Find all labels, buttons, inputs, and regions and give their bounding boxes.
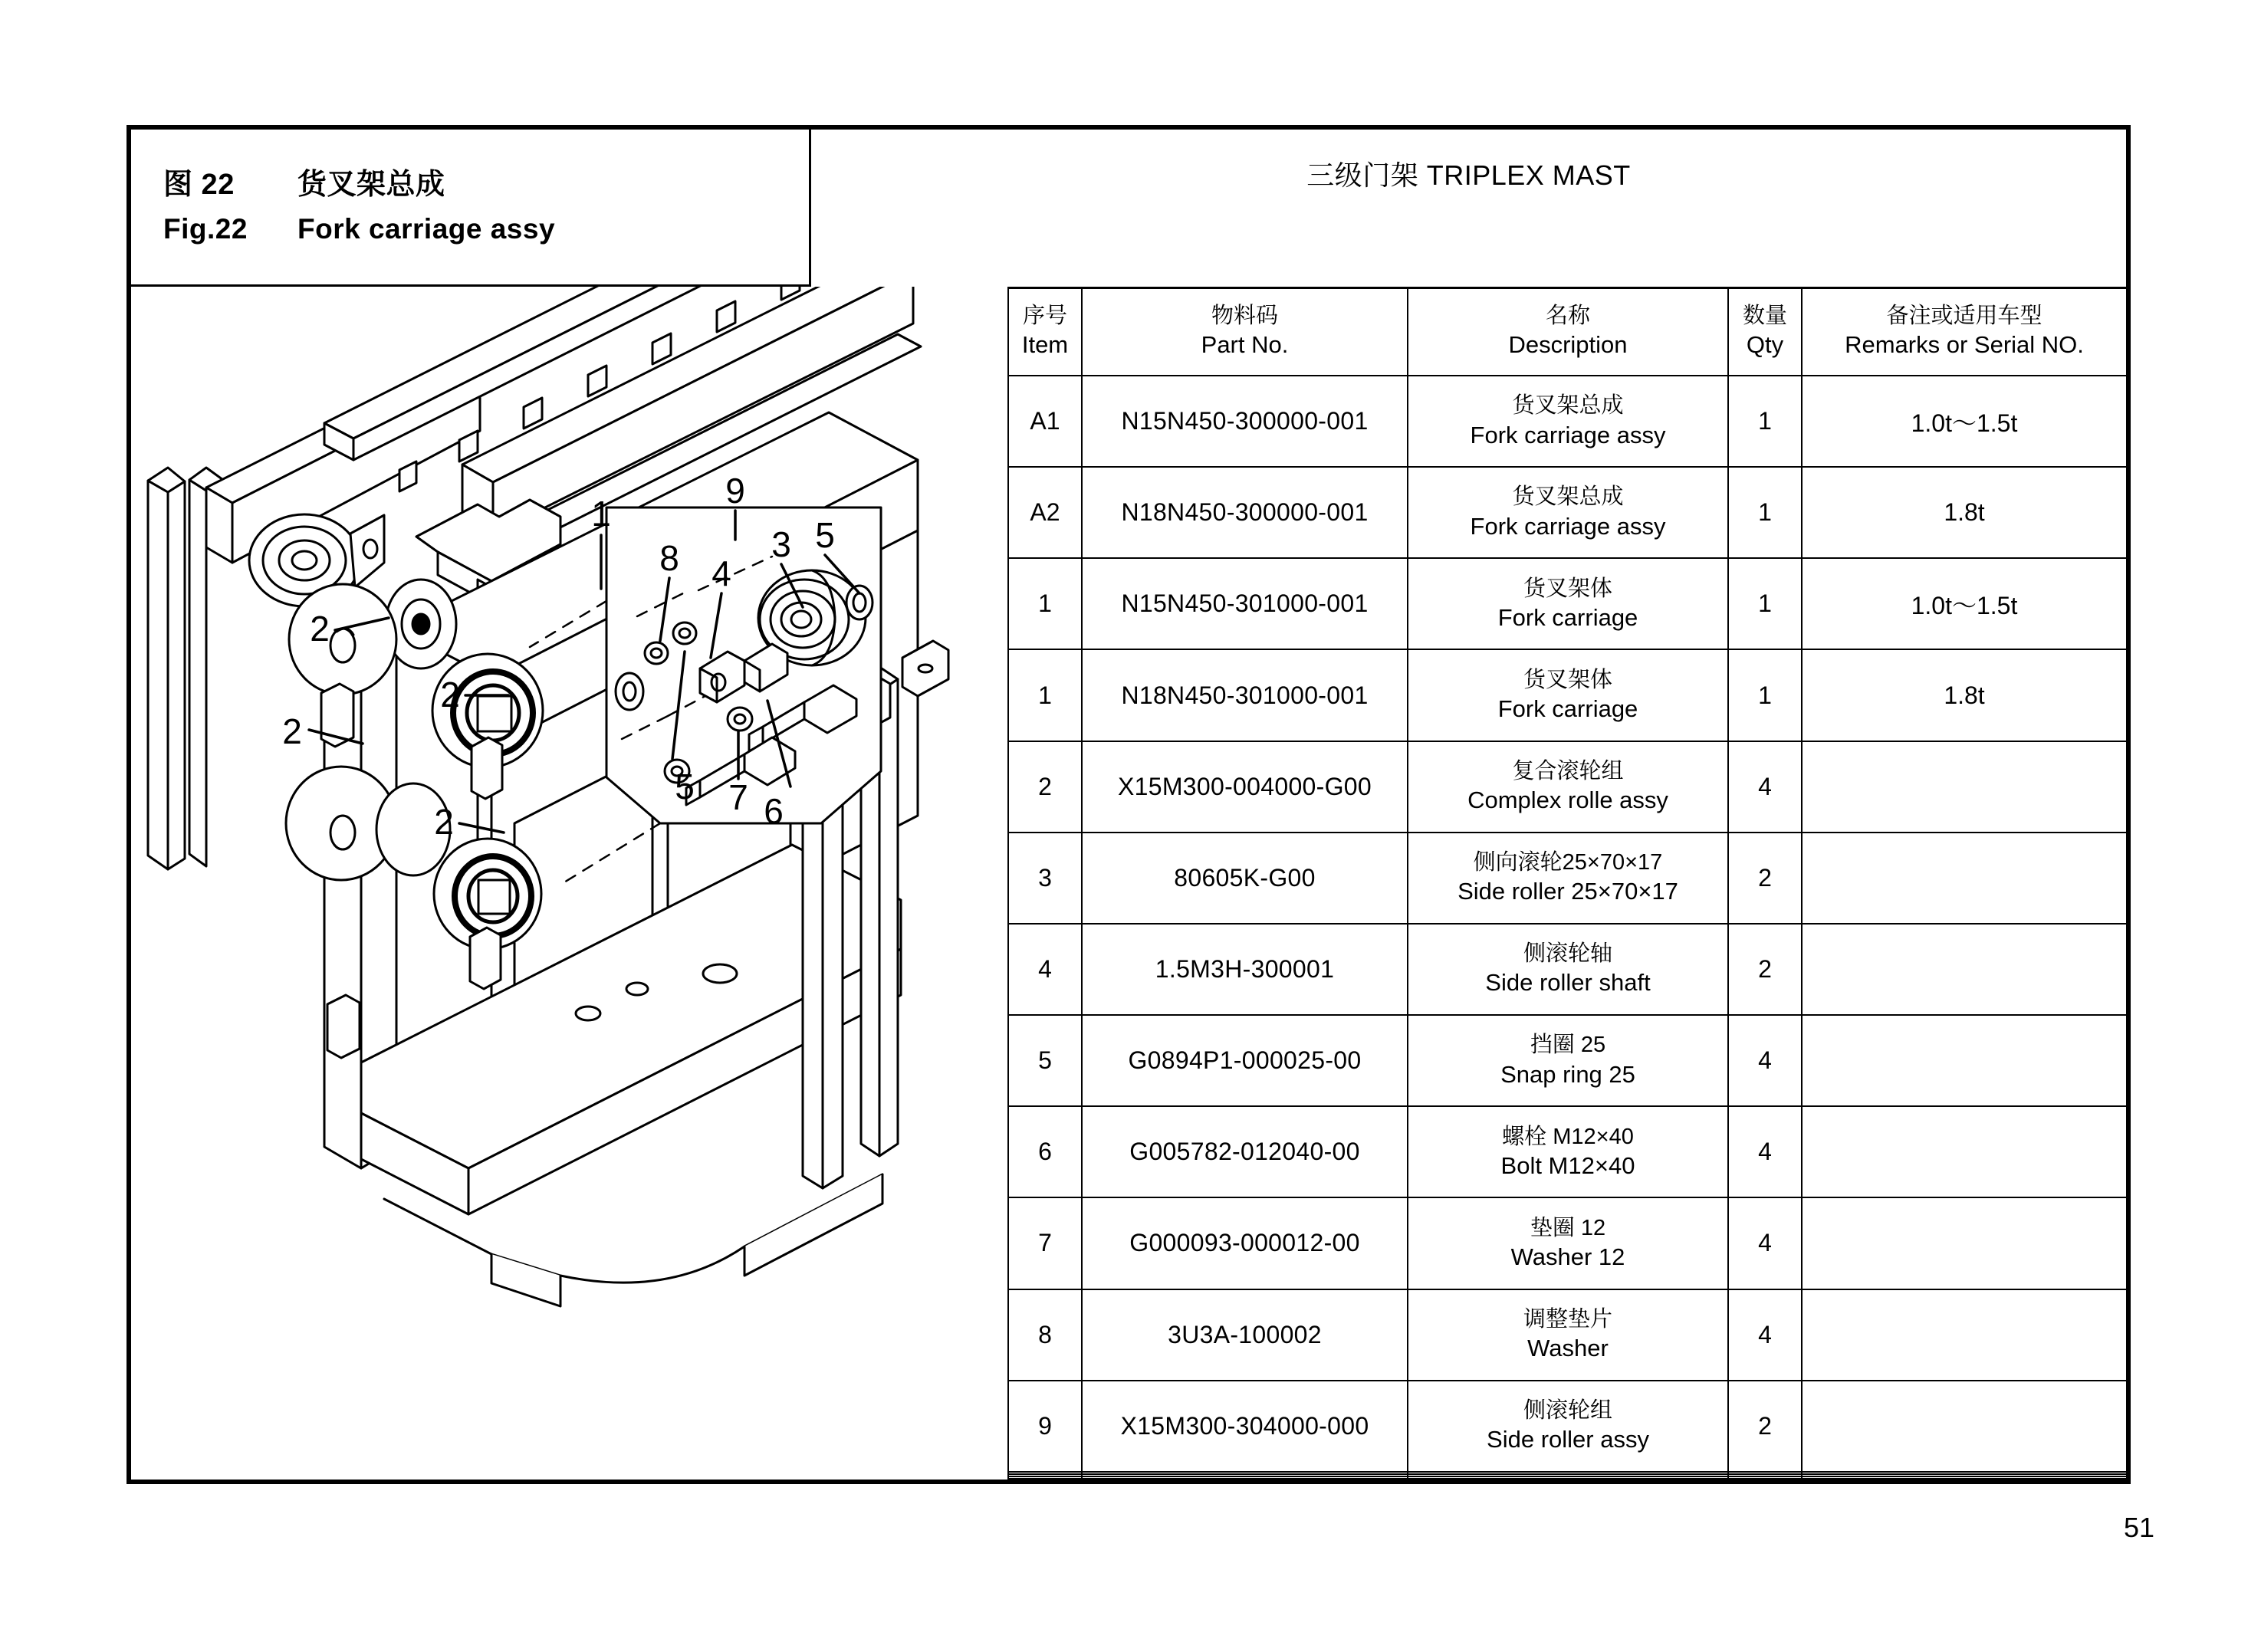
table-row	[1008, 1381, 2127, 1472]
cell-qty: 2	[1728, 924, 1802, 1015]
table-row	[1008, 1289, 2127, 1381]
col-header-item: 序号 Item	[1008, 288, 1082, 376]
cell-remarks	[1802, 1106, 2127, 1197]
col-header-part-no: 物料码 Part No.	[1082, 288, 1408, 376]
col-header-description: 名称 Description	[1408, 288, 1728, 376]
cell-part-no: N18N450-300000-001	[1082, 467, 1408, 558]
description-chinese: 侧滚轮组	[1523, 1398, 1612, 1424]
cell-qty: 4	[1728, 741, 1802, 833]
parts-table-container	[1007, 287, 2126, 1480]
table-row	[1008, 467, 2127, 558]
table-row	[1008, 833, 2127, 924]
cell-qty: 1	[1728, 376, 1802, 467]
callout-2-b: 2	[282, 711, 302, 751]
technical-drawing	[131, 287, 1007, 1480]
description-english: Washer 12	[1510, 1243, 1625, 1270]
col-header-remarks: 备注或适用车型 Remarks or Serial NO.	[1802, 288, 2127, 376]
cell-qty: 1	[1728, 467, 1802, 558]
mast-type-label: 三级门架 TRIPLEX MAST	[1306, 159, 1631, 191]
cell-part-no: N15N450-300000-001	[1082, 376, 1408, 467]
table-row	[1008, 558, 2127, 649]
description-english: Washer	[1527, 1335, 1609, 1362]
cell-qty: 4	[1728, 1197, 1802, 1289]
figure-number-english: Fig.22	[163, 213, 248, 245]
description-chinese: 螺栓 M12×40	[1502, 1124, 1634, 1149]
cell-item	[1008, 1476, 1082, 1479]
callout-6: 6	[764, 791, 784, 831]
description-english: Snap ring 25	[1500, 1060, 1635, 1088]
description-chinese: 垫圈 12	[1530, 1215, 1606, 1240]
cell-description	[1408, 649, 1728, 741]
cell-part-no: G0894P1-000025-00	[1082, 1015, 1408, 1106]
cell-description	[1408, 924, 1728, 1015]
cell-qty: 4	[1728, 1015, 1802, 1106]
cell-part-no: 80605K-G00	[1082, 833, 1408, 924]
cell-qty: 2	[1728, 1381, 1802, 1472]
description-english: Fork carriage	[1497, 695, 1638, 723]
table-row	[1008, 1015, 2127, 1106]
description-english: Side roller 25×70×17	[1457, 878, 1678, 905]
cell-remarks	[1802, 1476, 2127, 1479]
figure-title-chinese	[163, 160, 809, 202]
cell-description	[1408, 1197, 1728, 1289]
cell-description	[1408, 558, 1728, 649]
cell-qty: 4	[1728, 1289, 1802, 1381]
cell-part-no: X15M300-304000-000	[1082, 1381, 1408, 1472]
cell-remarks	[1802, 1015, 2127, 1106]
cell-remarks: 1.0t～1.5t	[1802, 376, 2127, 467]
description-chinese: 侧向滚轮25×70×17	[1473, 850, 1663, 875]
description-english: Side roller assy	[1487, 1426, 1649, 1453]
cell-description	[1408, 1106, 1728, 1197]
table-row	[1008, 1197, 2127, 1289]
figure-title-english	[163, 213, 809, 245]
table-row	[1008, 1106, 2127, 1197]
cell-qty: 1	[1728, 558, 1802, 649]
col-header-qty: 数量 Qty	[1728, 288, 1802, 376]
cell-item: 6	[1008, 1106, 1082, 1197]
cell-part-no: 1.5M3H-300001	[1082, 924, 1408, 1015]
cell-item: 4	[1008, 924, 1082, 1015]
callout-2-d: 2	[434, 802, 454, 842]
figure-name-chinese: 货叉架总成	[297, 169, 445, 201]
cell-item: 1	[1008, 558, 1082, 649]
description-chinese: 货叉架总成	[1512, 484, 1624, 510]
cell-item: 2	[1008, 741, 1082, 833]
description-english: Bolt M12×40	[1500, 1151, 1635, 1179]
description-chinese: 挡圈 25	[1530, 1033, 1606, 1058]
parts-table-body	[1008, 376, 2127, 1479]
parts-table-head	[1008, 288, 2127, 376]
cell-qty: 2	[1728, 833, 1802, 924]
callout-1: 1	[591, 494, 611, 534]
table-row	[1008, 649, 2127, 741]
mast-type-header	[811, 130, 2126, 218]
callout-7: 7	[728, 777, 748, 817]
cell-description	[1408, 833, 1728, 924]
description-chinese: 货叉架体	[1523, 576, 1612, 601]
cell-item: 1	[1008, 649, 1082, 741]
parts-table	[1007, 287, 2128, 1480]
cell-item: A2	[1008, 467, 1082, 558]
cell-remarks	[1802, 1381, 2127, 1472]
callout-8: 8	[659, 538, 679, 578]
cell-remarks	[1802, 924, 2127, 1015]
table-row	[1008, 376, 2127, 467]
cell-description	[1408, 1381, 1728, 1472]
cell-item: 3	[1008, 833, 1082, 924]
description-chinese: 货叉架总成	[1512, 393, 1624, 419]
cell-description	[1408, 1476, 1728, 1479]
cell-description	[1408, 741, 1728, 833]
cell-qty: 1	[1728, 649, 1802, 741]
description-english: Side roller shaft	[1485, 969, 1651, 997]
cell-part-no: X15M300-004000-G00	[1082, 741, 1408, 833]
cell-item: 9	[1008, 1381, 1082, 1472]
figure-name-english: Fork carriage assy	[297, 213, 556, 245]
callout-5-a: 5	[815, 515, 835, 555]
table-row	[1008, 1476, 2127, 1479]
callout-2-a: 2	[310, 609, 330, 649]
cell-remarks	[1802, 1289, 2127, 1381]
page-number: 51	[2123, 1512, 2154, 1543]
cell-qty: 4	[1728, 1106, 1802, 1197]
callout-2-c: 2	[440, 675, 460, 714]
description-english: Fork carriage	[1497, 603, 1638, 631]
description-chinese: 调整垫片	[1523, 1306, 1612, 1332]
cell-description	[1408, 1289, 1728, 1381]
callout-5-b: 5	[675, 767, 695, 806]
cell-item: 5	[1008, 1015, 1082, 1106]
cell-item: A1	[1008, 376, 1082, 467]
figure-title-block	[131, 130, 811, 287]
cell-part-no: N15N450-301000-001	[1082, 558, 1408, 649]
cell-description	[1408, 467, 1728, 558]
description-english: Fork carriage assy	[1470, 512, 1666, 540]
description-english: Fork carriage assy	[1470, 421, 1666, 448]
cell-part-no: 3U3A-100002	[1082, 1289, 1408, 1381]
cell-description	[1408, 376, 1728, 467]
cell-remarks	[1802, 833, 2127, 924]
description-chinese: 货叉架体	[1523, 667, 1612, 692]
callout-9: 9	[725, 471, 745, 511]
description-english: Complex rolle assy	[1467, 787, 1668, 814]
callout-4: 4	[711, 553, 731, 593]
cell-remarks	[1802, 1197, 2127, 1289]
cell-remarks	[1802, 741, 2127, 833]
cell-part-no	[1082, 1476, 1408, 1479]
cell-remarks: 1.8t	[1802, 467, 2127, 558]
table-header-row	[1008, 288, 2127, 376]
cell-remarks: 1.8t	[1802, 649, 2127, 741]
description-chinese: 复合滚轮组	[1512, 758, 1624, 783]
cell-item: 8	[1008, 1289, 1082, 1381]
cell-description	[1408, 1015, 1728, 1106]
table-row	[1008, 741, 2127, 833]
description-chinese: 侧滚轮轴	[1523, 941, 1612, 967]
cell-qty	[1728, 1476, 1802, 1479]
cell-part-no: G005782-012040-00	[1082, 1106, 1408, 1197]
fork-carriage-exploded-drawing	[131, 287, 1007, 1480]
callout-3: 3	[771, 524, 791, 564]
cell-part-no: G000093-000012-00	[1082, 1197, 1408, 1289]
cell-part-no: N18N450-301000-001	[1082, 649, 1408, 741]
figure-number-chinese: 图 22	[163, 169, 235, 201]
cell-item: 7	[1008, 1197, 1082, 1289]
cell-remarks: 1.0t～1.5t	[1802, 558, 2127, 649]
table-row	[1008, 924, 2127, 1015]
